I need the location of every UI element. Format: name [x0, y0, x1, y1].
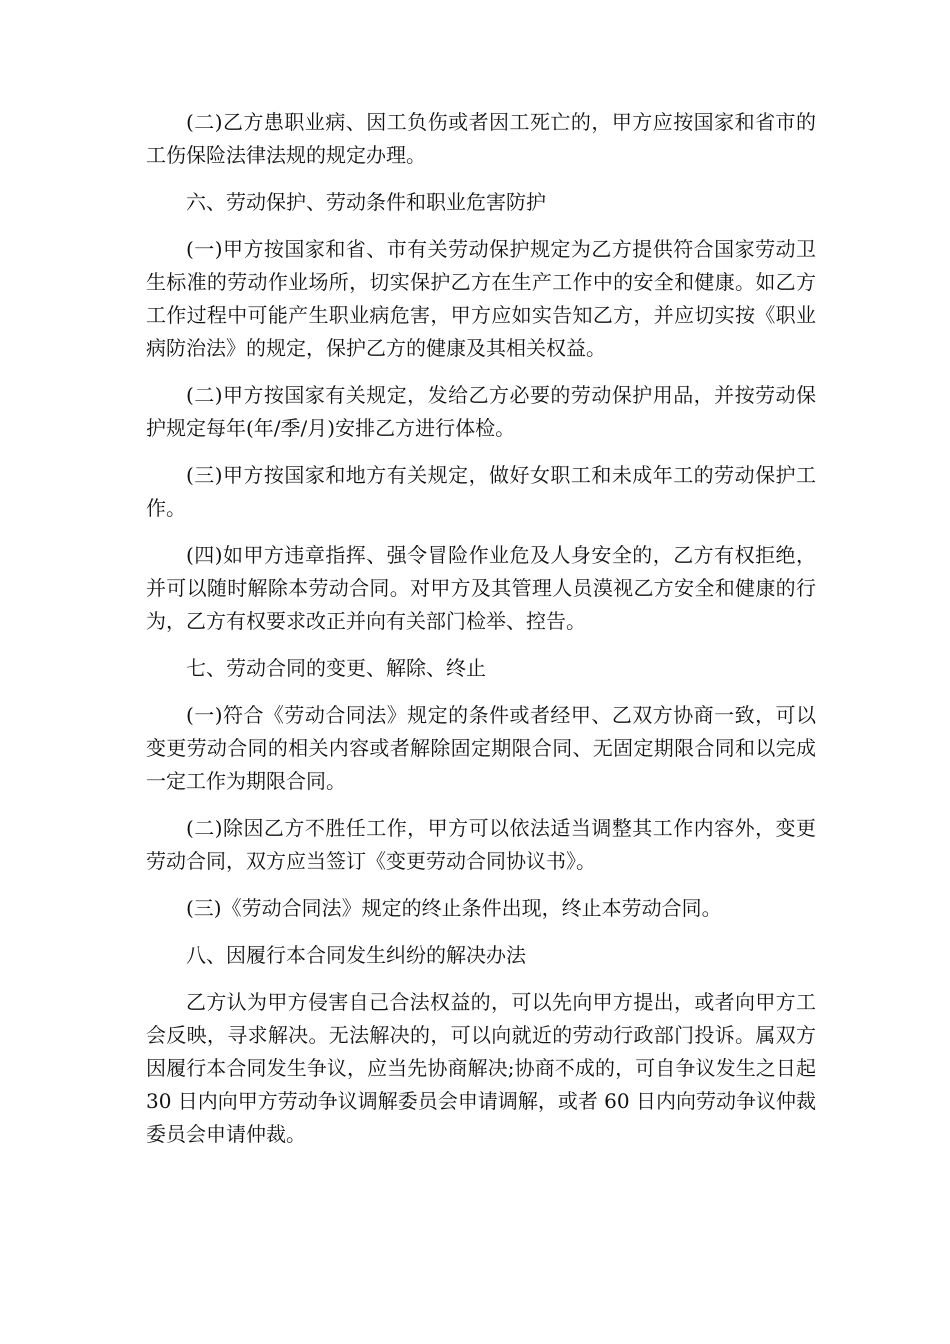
paragraph-dispute-procedure: 乙方认为甲方侵害自己合法权益的，可以先向甲方提出，或者向甲方工会反映，寻求解决。无法解决的，可以向就近的劳动行政部门投诉。属双方因履行本合同发生争议，应当先协商解决;协商不成的，可自争议发生之日起 30 日内向甲方劳动争议调解委员会申请调解，或者 60 日内向劳动争议仲裁委员会申请仲裁。 [146, 990, 816, 1146]
paragraph-contract-modification: (一)符合《劳动合同法》规定的条件或者经甲、乙双方协商一致，可以变更劳动合同的相关内容或者解除固定期限合同、无固定期限合同和以完成一定工作为期限合同。 [146, 703, 816, 793]
paragraph-workplace-safety: (一)甲方按国家和省、市有关劳动保护规定为乙方提供符合国家劳动卫生标准的劳动作业场所，切实保护乙方在生产工作中的安全和健康。如乙方工作过程中可能产生职业病危害，甲方应如实告知乙方，并应切实按《职业病防治法》的规定，保护乙方的健康及其相关权益。 [146, 237, 816, 360]
paragraph-injury-handling: (二)乙方患职业病、因工负伤或者因工死亡的，甲方应按国家和省市的工伤保险法律法规的规定办理。 [146, 110, 816, 167]
paragraph-termination: (三)《劳动合同法》规定的终止条件出现，终止本劳动合同。 [186, 896, 722, 920]
document-body [146, 106, 816, 1151]
paragraph-protective-equipment: (二)甲方按国家有关规定，发给乙方必要的劳动保护用品，并按劳动保护规定每年(年/季/月)安排乙方进行体检。 [146, 383, 816, 440]
section-heading-contract-changes: 七、劳动合同的变更、解除、终止 [186, 656, 486, 680]
paragraph-female-minor-workers: (三)甲方按国家和地方有关规定，做好女职工和未成年工的劳动保护工作。 [146, 463, 816, 520]
section-heading-dispute-resolution: 八、因履行本合同发生纠纷的解决办法 [186, 943, 526, 967]
paragraph-right-to-refuse: (四)如甲方违章指挥、强令冒险作业危及人身安全的，乙方有权拒绝，并可以随时解除本劳动合同。对甲方及其管理人员漠视乙方安全和健康的行为，乙方有权要求改正并向有关部门检举、控告。 [146, 543, 816, 633]
paragraph-change-agreement: (二)除因乙方不胜任工作，甲方可以依法适当调整其工作内容外，变更劳动合同，双方应当签订《变更劳动合同协议书》。 [146, 816, 816, 873]
section-heading-labor-protection: 六、劳动保护、劳动条件和职业危害防护 [186, 190, 546, 214]
